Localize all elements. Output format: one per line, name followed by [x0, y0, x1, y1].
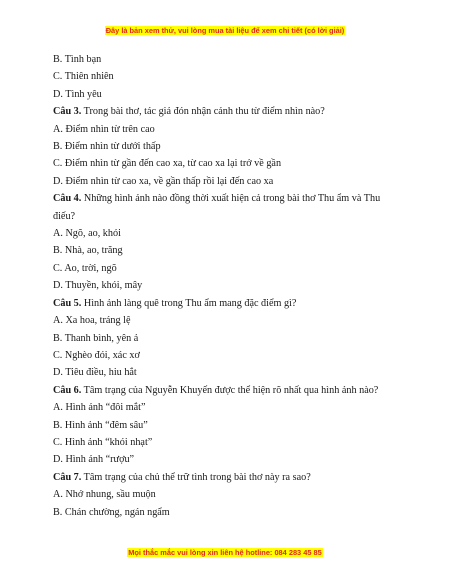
question-4 — [53, 190, 398, 225]
question-number: Câu 3. — [53, 106, 82, 118]
answer-option: A. Nhớ nhung, sầu muộn — [53, 489, 156, 501]
answer-option: B. Hình ảnh “đêm sâu” — [53, 419, 148, 431]
answer-option: D. Thuyền, khói, mây — [53, 280, 143, 292]
answer-option: B. Thanh bình, yên ả — [53, 332, 139, 344]
answer-option: D. Tình yêu — [53, 88, 102, 100]
answer-option: C. Ao, trời, ngõ — [53, 262, 117, 274]
question-text: Hình ảnh làng quê trong Thu ẩm mang đặc điểm gì? — [81, 297, 297, 309]
answer-option: C. Thiên nhiên — [53, 71, 114, 83]
question-text: Tâm trạng của chủ thể trữ tình trong bài thơ này ra sao? — [81, 471, 311, 483]
question-number: Câu 6. — [53, 384, 82, 396]
answer-option: B. Tình bạn — [53, 54, 102, 65]
question-3 — [53, 103, 398, 120]
question-text: Tâm trạng của Nguyễn Khuyến được thể hiện rõ nhất qua hình ảnh nào? — [81, 384, 379, 396]
answer-option: D. Hình ảnh “rượu” — [53, 454, 135, 466]
question-6 — [53, 382, 398, 399]
question-7 — [53, 469, 398, 486]
hotline-notice-banner — [0, 548, 450, 557]
answer-option: C. Hình ảnh “khói nhạt” — [53, 436, 153, 448]
question-text: Trong bài thơ, tác giả đón nhận cảnh thu từ điểm nhìn nào? — [81, 106, 325, 118]
answer-option: C. Nghèo đói, xác xơ — [53, 349, 140, 361]
question-text: Những hình ảnh nào đồng thời xuất hiện cả trong bài thơ Thu ẩm và Thu điếu? — [53, 193, 381, 222]
quiz-content — [53, 51, 398, 521]
answer-option: B. Điểm nhìn từ dưới thấp — [53, 141, 161, 153]
answer-option: A. Hình ảnh “đôi mắt” — [53, 402, 146, 414]
preview-notice-banner — [0, 26, 450, 35]
preview-notice-text: Đây là bản xem thử, vui lòng mua tài liệu để xem chi tiết (có lời giải) — [105, 26, 345, 35]
answer-option: C. Điểm nhìn từ gần đến cao xa, từ cao xa lại trở về gần — [53, 158, 282, 170]
hotline-notice-text: Mọi thắc mắc vui lòng xin liên hệ hotline: 084 283 45 85 — [128, 548, 322, 557]
question-number: Câu 5. — [53, 297, 82, 309]
answer-option: B. Nhà, ao, trăng — [53, 245, 123, 257]
answer-option: B. Chán chường, ngán ngẩm — [53, 506, 170, 518]
question-number: Câu 7. — [53, 471, 82, 483]
answer-option: D. Điểm nhìn từ cao xa, về gần thấp rồi lại đến cao xa — [53, 175, 274, 187]
answer-option: D. Tiêu điều, hiu hắt — [53, 367, 137, 379]
question-number: Câu 4. — [53, 193, 82, 205]
question-5 — [53, 295, 398, 312]
answer-option: A. Điểm nhìn từ trên cao — [53, 123, 155, 135]
answer-option: A. Ngõ, ao, khói — [53, 228, 121, 240]
answer-option: A. Xa hoa, tráng lệ — [53, 315, 131, 327]
